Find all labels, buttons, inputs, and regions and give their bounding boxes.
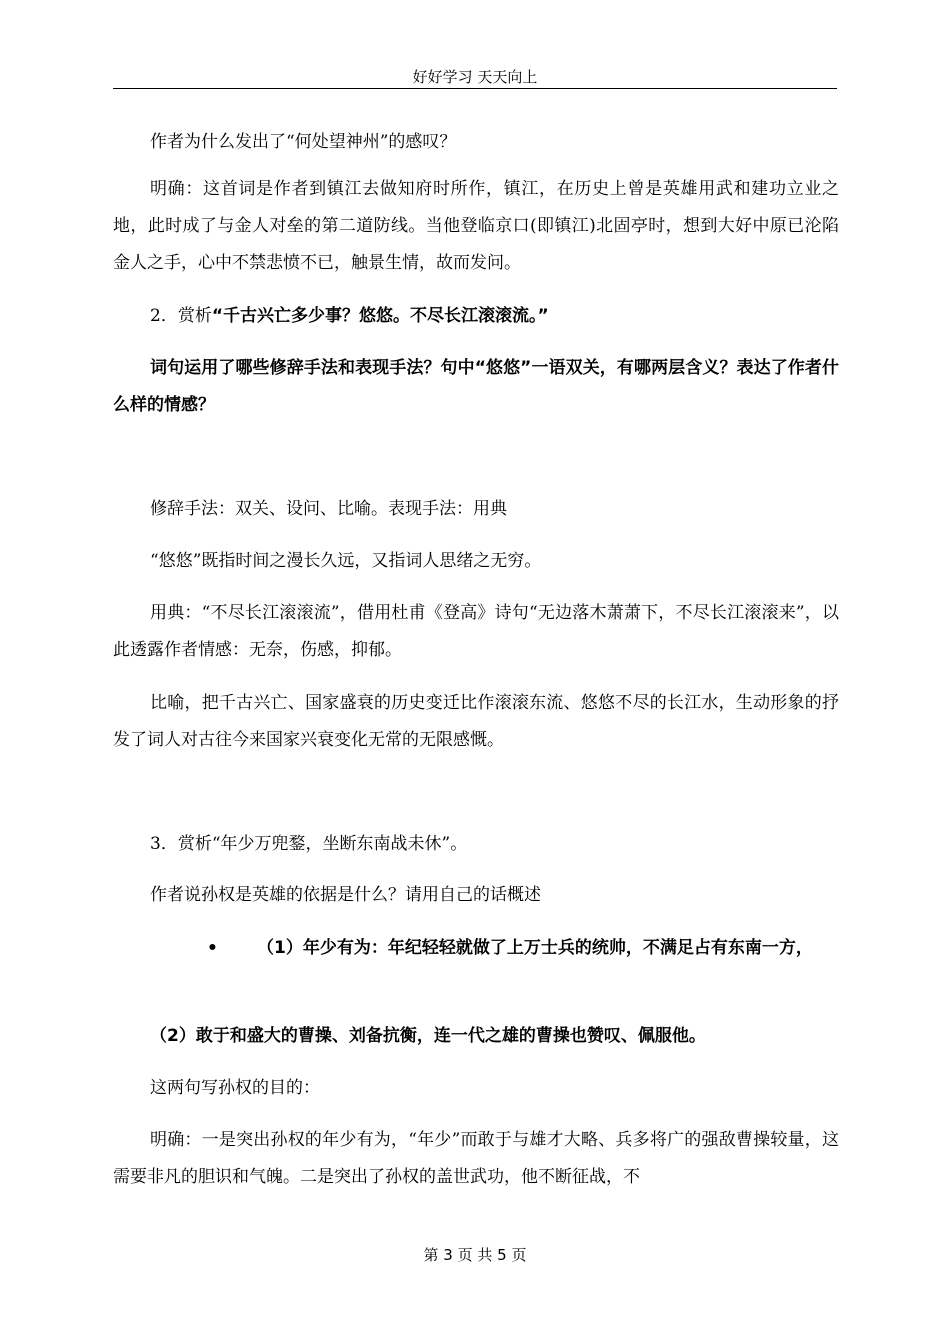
section-2-heading: [113, 298, 839, 335]
question-1: 作者为什么发出了“何处望神州”的感叹？: [150, 132, 457, 152]
question-2: 词句运用了哪些修辞手法和表现手法？句中“悠悠”一语双关，有哪两层含义？表达了作者什么样的情感？: [113, 358, 839, 415]
page-header: 好好学习 天天向上: [113, 66, 837, 89]
section-2-quote: “千古兴亡多少事？悠悠。不尽长江滚滚流。”: [211, 306, 549, 326]
question-4: 这两句写孙权的目的：: [150, 1078, 320, 1098]
answer-2-youyou: “悠悠”既指时间之漫长久远，又指词人思绪之无穷。: [150, 551, 542, 571]
answer-2-rhetoric: 修辞手法：双关、设问、比喻。表现手法：用典: [150, 499, 507, 519]
question-3: 作者说孙权是英雄的依据是什么？请用自己的话概述: [150, 885, 541, 905]
answer-3-point-2: （2）敢于和盛大的曹操、刘备抗衡，连一代之雄的曹操也赞叹、佩服他。: [150, 1026, 706, 1046]
answer-3-point-1: （1）年少有为：年纪轻轻就做了上万士兵的统帅，不满足占有东南一方，: [257, 938, 813, 958]
answer-3-bullet-item: [113, 930, 839, 967]
answer-1: 明确：这首词是作者到镇江去做知府时所作，镇江，在历史上曾是英雄用武和建功立业之地，此时成了与金人对垒的第二道防线。当他登临京口(即镇江)北固亭时，想到大好中原已沦陷金人之手，心中不禁悲愤不已，触景生情，故而发问。: [113, 179, 839, 273]
answer-2-metaphor: 比喻，把千古兴亡、国家盛衰的历史变迁比作滚滚东流、悠悠不尽的长江水，生动形象的抒发了词人对古往今来国家兴衰变化无常的无限感慨。: [113, 693, 839, 750]
section-3-heading: 3．赏析“年少万兜鍪，坐断东南战未休”。: [150, 834, 468, 854]
section-2-prefix: 2．赏析: [150, 306, 212, 326]
answer-4: 明确：一是突出孙权的年少有为，“年少”而敢于与雄才大略、兵多将广的强敌曹操较量，这需要非凡的胆识和气魄。二是突出了孙权的盖世武功，他不断征战，不: [113, 1130, 839, 1187]
bullet-icon: •: [207, 938, 218, 958]
page-footer: 第 3 页 共 5 页: [423, 1246, 527, 1264]
answer-2-allusion: 用典：“不尽长江滚滚流”，借用杜甫《登高》诗句“无边落木萧萧下，不尽长江滚滚来”，以此透露作者情感：无奈，伤感，抑郁。: [113, 603, 839, 660]
